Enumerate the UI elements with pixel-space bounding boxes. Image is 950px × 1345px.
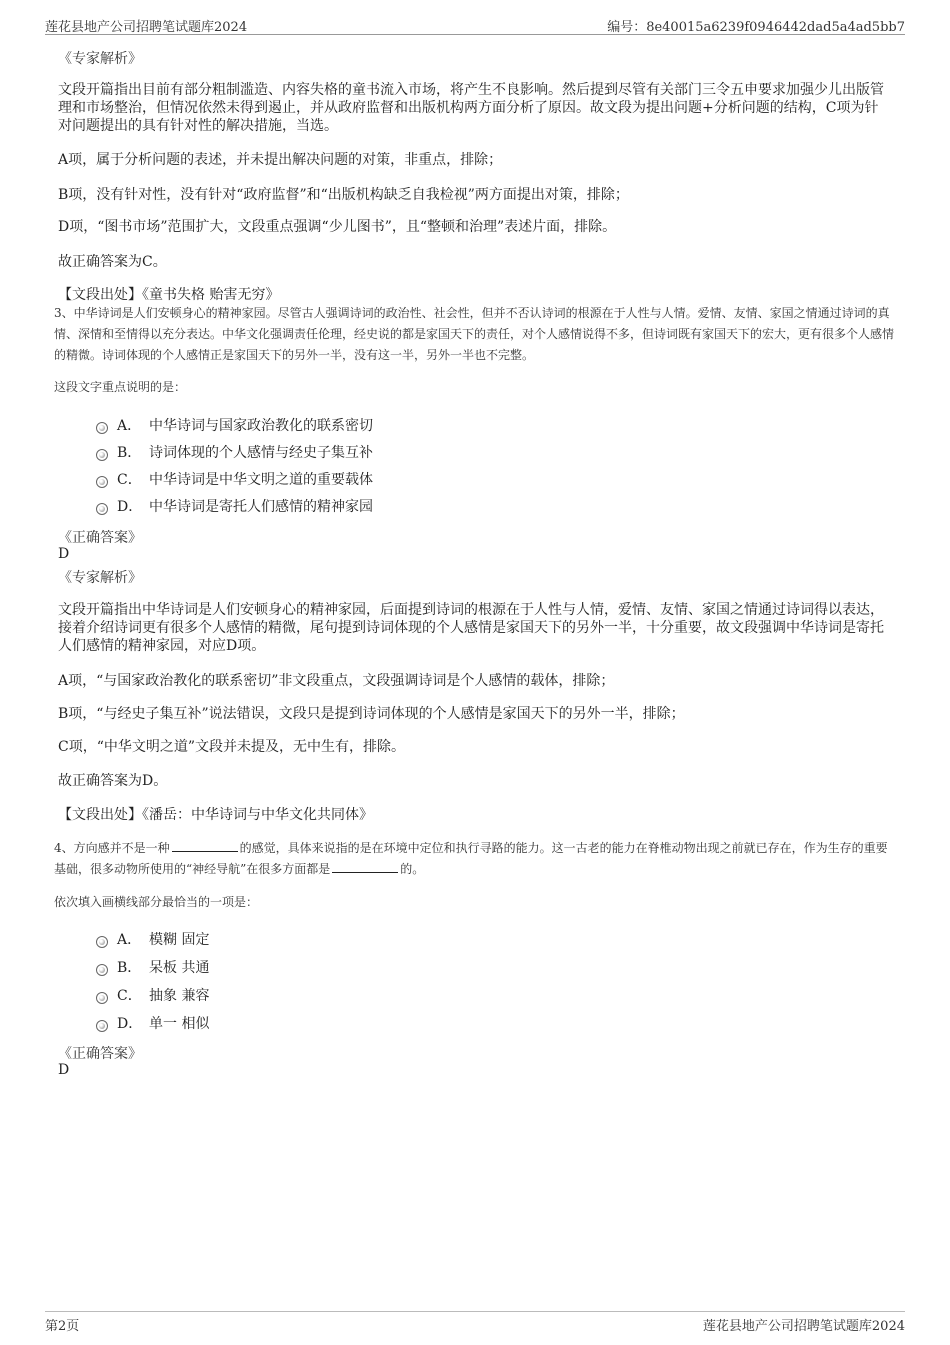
radio-icon[interactable] xyxy=(96,422,108,434)
q3-prompt: 这段文字重点说明的是： xyxy=(54,380,187,394)
q4-prompt: 依次填入画横线部分最恰当的一项是： xyxy=(54,895,259,909)
q4-option-b[interactable] xyxy=(96,956,209,978)
option-text: 诗词体现的个人感情与经史子集互补 xyxy=(149,445,373,461)
option-text: 单一 相似 xyxy=(149,1016,210,1032)
q4-option-a[interactable] xyxy=(96,928,209,950)
q2-source: 【文段出处】《童书失格 贻害无穷》 xyxy=(58,287,280,303)
q3-stem: 3、中华诗词是人们安顿身心的精神家园。尽管古人强调诗词的政治性、社会性，但并不否认诗词的根源在于人性与人情。爱情、友情、家国之情通过诗词的真情、深情和至情得以充分表达。中华文化强调责任伦理，经史说的都是家国天下的责任，对个人感情说得不多，但诗词既有家国天下的宏大，更有很多个人感情的精微。诗词体现的个人感情正是家国天下的另外一半，没有这一半，另外一半也不完整。 xyxy=(54,306,895,362)
q4-answer-label: 《正确答案》 xyxy=(58,1046,142,1062)
option-letter: B． xyxy=(117,445,142,461)
q2-conclusion: 故正确答案为C。 xyxy=(58,254,167,270)
q4-option-d[interactable] xyxy=(96,1012,209,1034)
radio-icon[interactable] xyxy=(96,449,108,461)
q4-stem-part3: 的。 xyxy=(400,862,425,876)
q4-stem-part2: 的感觉，具体来说指的是在环境中定位和执行寻路的能力。这一古老的能力在脊椎动物出现之前就已存在，作为生存的重要基础，很多动物所使用的“神经导航”在很多方面都是 xyxy=(54,841,888,876)
page-footer xyxy=(45,1311,905,1336)
option-letter: B． xyxy=(117,960,142,976)
option-letter: D． xyxy=(117,499,143,515)
q3-analysis-a: A项，“与国家政治教化的联系密切”非文段重点，文段强调诗词是个人感情的载体，排除； xyxy=(58,673,615,689)
option-letter: D． xyxy=(117,1016,143,1032)
header-doc-id: 编号：8e40015a6239f0946442dad5a4ad5bb7 xyxy=(607,20,905,35)
q2-analysis-d: D项，“图书市场”范围扩大，文段重点强调“少儿图书”，且“整顿和治理”表述片面，排除。 xyxy=(58,219,617,235)
option-letter: C． xyxy=(117,988,142,1004)
q3-option-c[interactable] xyxy=(96,468,373,490)
q4-answer: D xyxy=(58,1062,70,1078)
q4-stem-part1: 4、方向感并不是一种 xyxy=(54,841,170,855)
radio-icon[interactable] xyxy=(96,503,108,515)
footer-title: 莲花县地产公司招聘笔试题库2024 xyxy=(702,1319,905,1334)
q3-answer: D xyxy=(58,546,70,562)
q3-option-d[interactable] xyxy=(96,495,373,517)
radio-icon[interactable] xyxy=(96,476,108,488)
q2-analysis-main: 文段开篇指出目前有部分粗制滥造、内容失格的童书流入市场，将产生不良影响。然后提到尽管有关部门三令五申要求加强少儿出版管理和市场整治，但情况依然未得到遏止，并从政府监督和出版机构两方面分析了原因。故文段为提出问题+分析问题的结构，C项为针对问题提出的具有针对性的解决措施，当选。 xyxy=(58,82,884,134)
q3-conclusion: 故正确答案为D。 xyxy=(58,773,168,789)
option-text: 中华诗词与国家政治教化的联系密切 xyxy=(149,418,373,434)
q3-option-a[interactable] xyxy=(96,414,373,436)
option-text: 抽象 兼容 xyxy=(149,988,210,1004)
q2-analysis-label: 《专家解析》 xyxy=(58,51,142,67)
q3-analysis-c: C项，“中华文明之道”文段并未提及，无中生有，排除。 xyxy=(58,739,406,755)
option-letter: C． xyxy=(117,472,142,488)
fill-blank-1 xyxy=(172,839,238,852)
q4-stem xyxy=(54,838,896,880)
q3-option-b[interactable] xyxy=(96,441,373,463)
option-letter: A． xyxy=(117,418,142,434)
option-text: 呆板 共通 xyxy=(149,960,210,976)
header-title: 莲花县地产公司招聘笔试题库2024 xyxy=(45,20,248,35)
option-letter: A． xyxy=(117,932,142,948)
radio-icon[interactable] xyxy=(96,992,108,1004)
radio-icon[interactable] xyxy=(96,936,108,948)
q3-source: 【文段出处】《潘岳：中华诗词与中华文化共同体》 xyxy=(58,807,373,823)
radio-icon[interactable] xyxy=(96,1020,108,1032)
q2-analysis-a: A项，属于分析问题的表述，并未提出解决问题的对策，非重点，排除； xyxy=(58,152,503,168)
option-text: 中华诗词是中华文明之道的重要载体 xyxy=(149,472,373,488)
page-header xyxy=(45,14,905,35)
option-text: 模糊 固定 xyxy=(149,932,210,948)
fill-blank-2 xyxy=(332,860,398,873)
page-number: 第2页 xyxy=(45,1319,80,1334)
q4-option-c[interactable] xyxy=(96,984,209,1006)
q3-answer-label: 《正确答案》 xyxy=(58,530,142,546)
q3-analysis-label: 《专家解析》 xyxy=(58,570,142,586)
option-text: 中华诗词是寄托人们感情的精神家园 xyxy=(149,499,373,515)
q3-analysis-main: 文段开篇指出中华诗词是人们安顿身心的精神家园，后面提到诗词的根源在于人性与人情，爱情、友情、家国之情通过诗词得以表达，接着介绍诗词更有很多个人感情的精微，尾句提到诗词体现的个人感情是家国天下的另外一半，十分重要，故文段强调中华诗词是寄托人们感情的精神家园，对应D项。 xyxy=(58,602,884,654)
q3-analysis-b: B项，“与经史子集互补”说法错误，文段只是提到诗词体现的个人感情是家国天下的另外一半，排除； xyxy=(58,706,685,722)
radio-icon[interactable] xyxy=(96,964,108,976)
q2-analysis-b: B项，没有针对性，没有针对“政府监督”和“出版机构缺乏自我检视”两方面提出对策，排除； xyxy=(58,187,629,203)
